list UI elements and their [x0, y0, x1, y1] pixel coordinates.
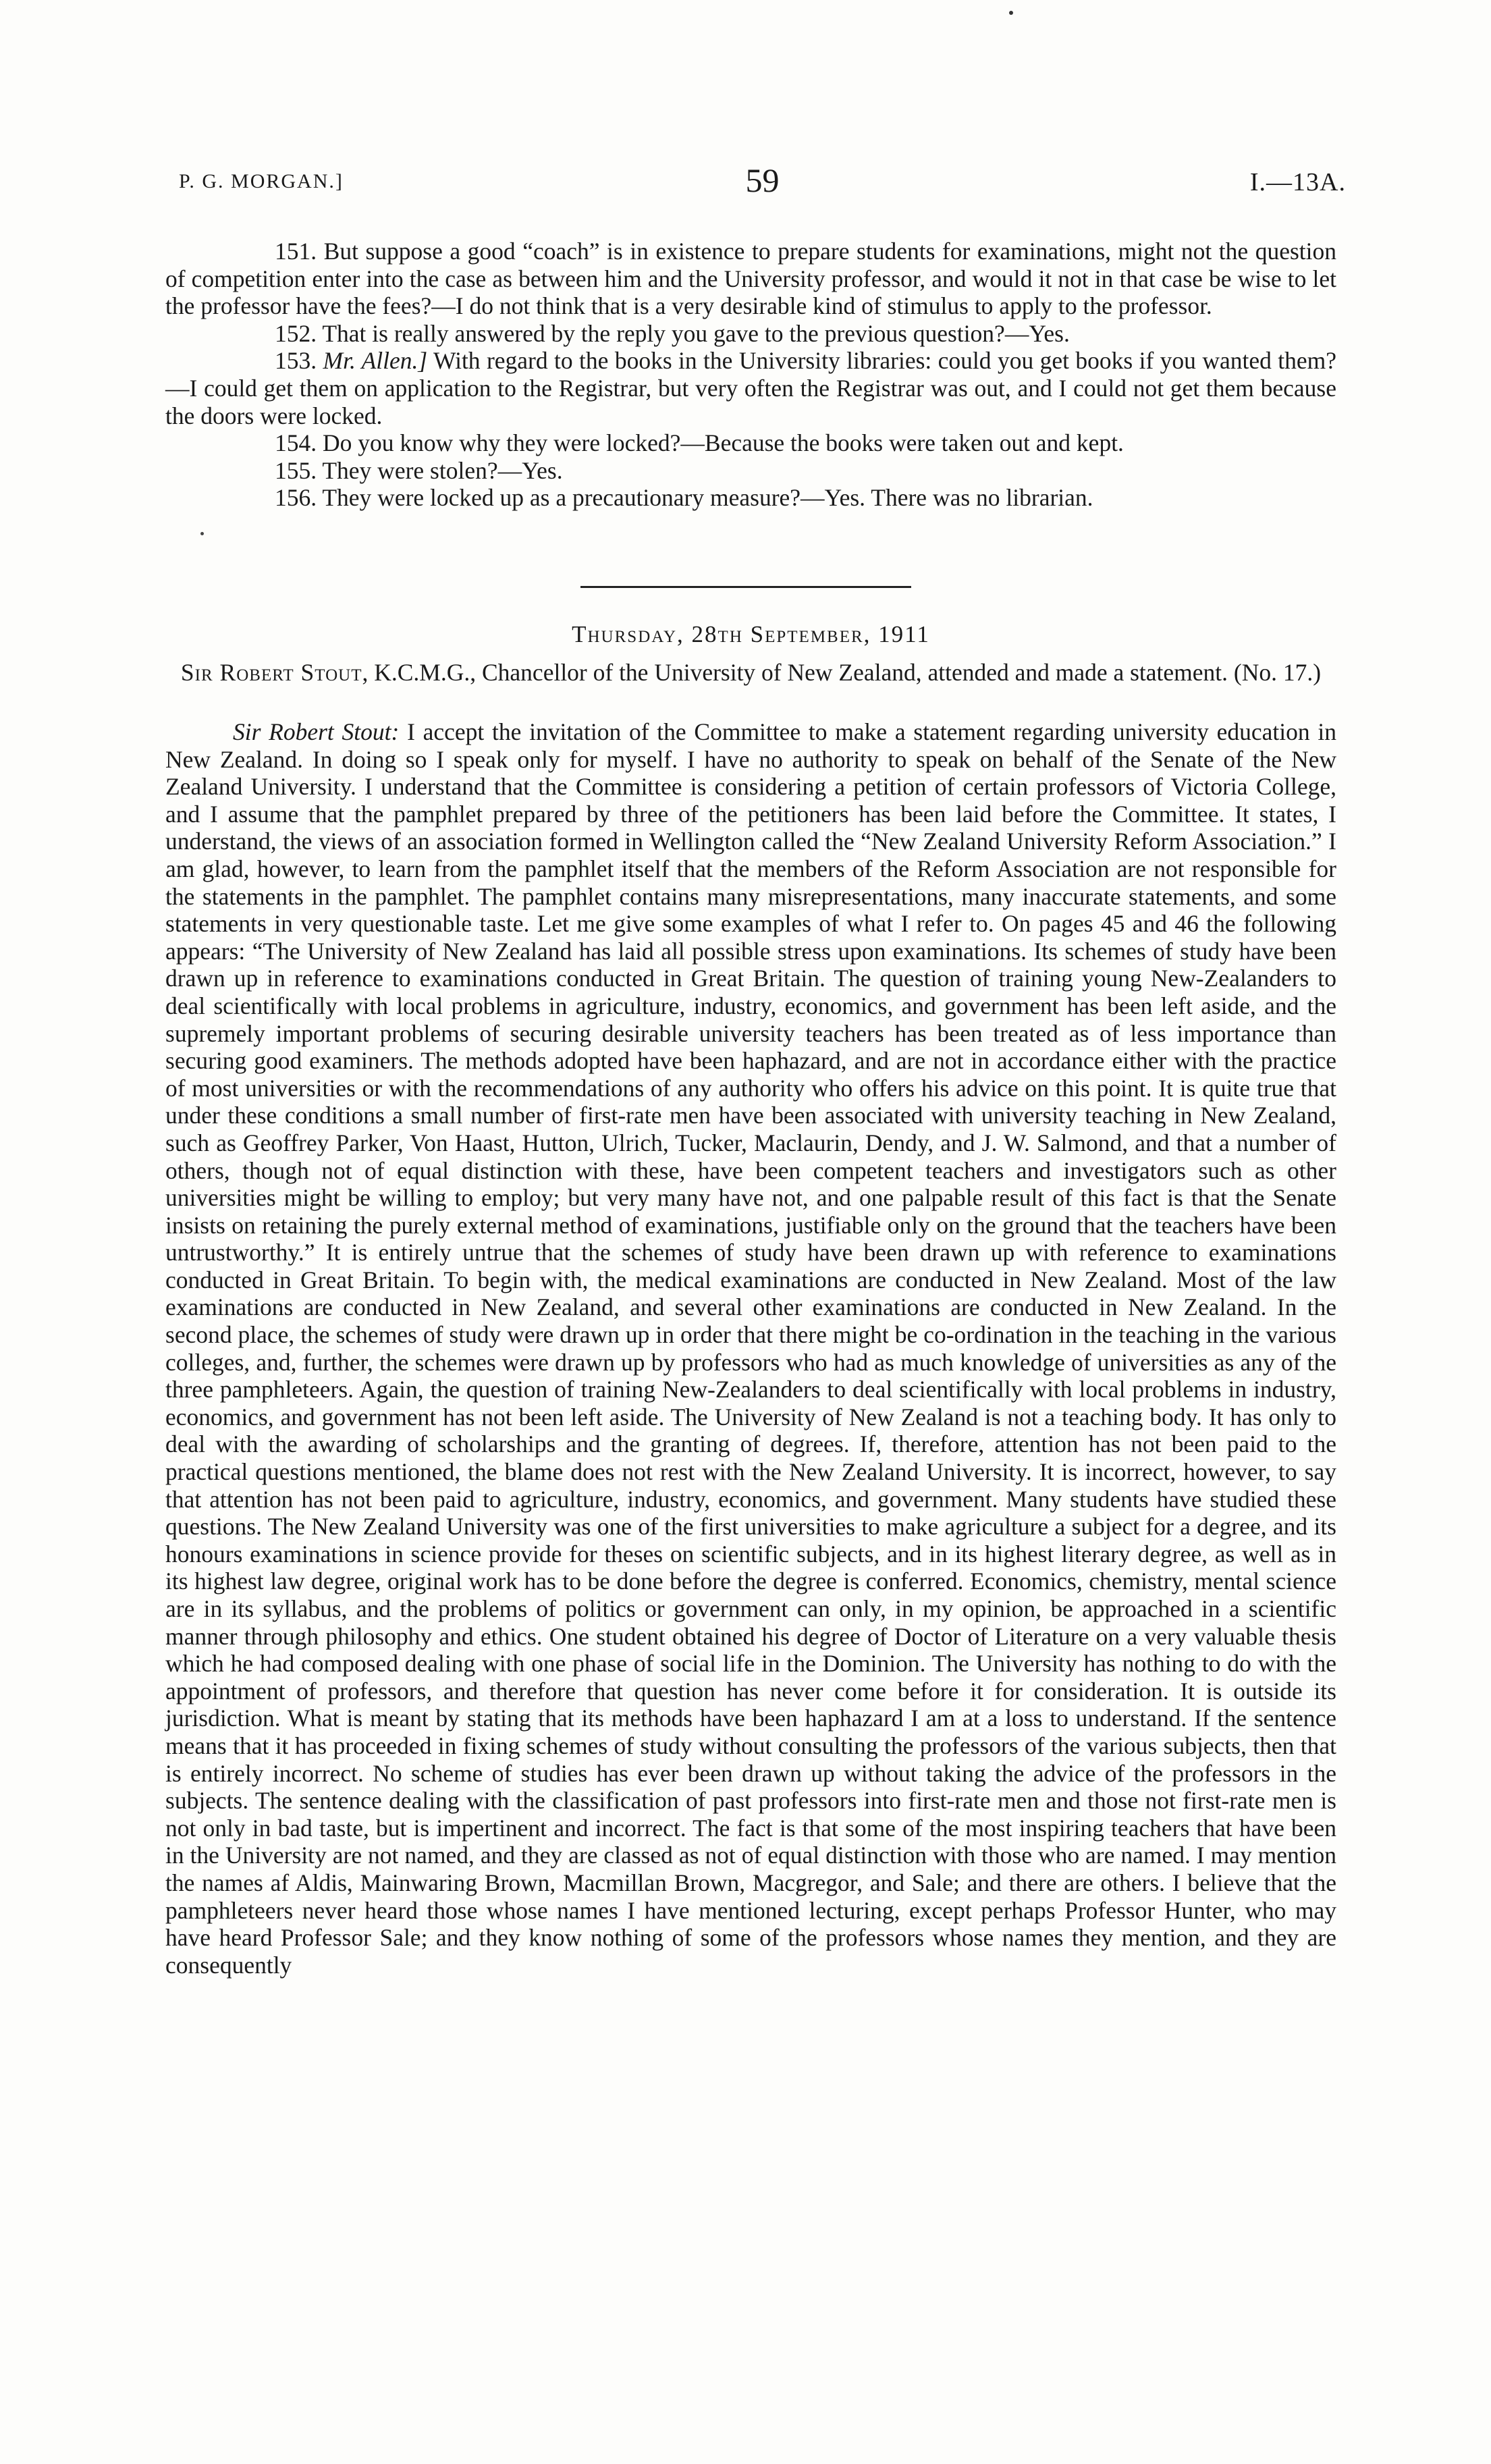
qa-text: They were stolen?—Yes. — [322, 456, 563, 484]
statement-body — [165, 718, 1336, 1979]
witness-name: Sir Robert Stout — [180, 659, 362, 686]
page-number: 59 — [745, 161, 780, 199]
qa-text: But suppose a good “coach” is in existence to prepare students for examinations, might not the question of competition enter into the case as between him and the University professor, and would it not in that case be wise to let the professor have the fees?—I do not think that is a very desirable kind of stimulus to apply to the professor. — [165, 238, 1336, 320]
qa-text: They were locked up as a precautionary measure?—Yes. There was no librarian. — [322, 484, 1093, 512]
paper-reference: I.—13A. — [1249, 168, 1346, 196]
margin-mark — [200, 532, 204, 535]
qa-speaker: Mr. Allen.] — [323, 347, 428, 375]
qa-item — [165, 347, 1336, 429]
qa-item — [165, 320, 1336, 348]
qa-item — [165, 238, 1336, 320]
qa-item — [165, 484, 1336, 512]
qa-item — [165, 457, 1336, 485]
page-header — [179, 161, 1346, 208]
header-witness: P. G. MORGAN.] — [179, 170, 344, 192]
statement-paragraph — [165, 718, 1336, 1979]
qa-number: 154. — [275, 429, 317, 457]
qa-text: That is really answered by the reply you gave to the previous question?—Yes. — [322, 319, 1070, 347]
qa-number: 155. — [275, 456, 317, 484]
ink-speck — [1009, 11, 1013, 15]
statement-text: I accept the invitation of the Committee to make a statement regarding university education in New Zealand. In doing so I speak only for myself. I have no authority to speak on behalf of the Senate of the New Zealand University. I understand that the Committee is considering a petition of certain professors of Victoria College, and I assume that the pamphlet prepared by three of the petitioners has been laid before the Committee. It states, I understand, the views of an association formed in Wellington called the “New Zealand University Reform Association.” I am glad, however, to learn from the pamphlet itself that the members of the Reform Association are not responsible for the statements in the pamphlet. The pamphlet contains many misrepresentations, many inaccurate statements, and some statements in very questionable taste. Let me give some examples of what I refer to. On pages 45 and 46 the following appears: “The University of New Zealand has laid all possible stress upon examinations. Its schemes of study have been drawn up in reference to examinations conducted in Great Britain. The question of training young New-Zealanders to deal scientifically with local problems in agriculture, industry, economics, and government has been left aside, and the supremely important problems of securing desirable university teachers has been treated as of less importance than securing good examiners. The methods adopted have been haphazard, and are not in accordance either with the practice of most universities or with the recommendations of any authority who offers his advice on this point. It is quite true that under these conditions a small number of first-rate men have been associated with university teaching in New Zealand, such as Geoffrey Parker, Von Haast, Hutton, Ulrich, Tucker, Maclaurin, Dendy, and J. W. Salmond, and that a number of others, though not of equal distinction with these, have been competent teachers and investigators such as other universities might be willing to employ; but very many have not, and one palpable result of this fact is that the Senate insists on retaining the purely external method of examinations, justifiable only on the ground that the teachers have been untrustworthy.” It is entirely untrue that the schemes of study have been drawn up with reference to examinations conducted in Great Britain. To begin with, the medical examinations are conducted in New Zealand. Most of the law examinations are conducted in New Zealand, and several other examinations are conducted in New Zealand. In the second place, the schemes of study were drawn up in order that there might be co-ordination in the teaching in the various colleges, and, further, the schemes were drawn up by professors who had as much knowledge of universities as any of the three pamphleteers. Again, the question of training New-Zealanders to deal scientifically with local problems in industry, economics, and government has not been left aside. The University of New Zealand is not a teaching body. It has only to deal with the awarding of scholarships and the granting of degrees. If, therefore, attention has not been paid to the practical questions mentioned, the blame does not rest with the New Zealand University. It is incorrect, however, to say that attention has not been paid to agriculture, industry, economics, and government. Many students have studied these questions. The New Zealand University was one of the first universities to make agriculture a subject for a degree, and its honours examinations in science provide for theses on scientific subjects, and in its highest literary degree, as well as in its highest law degree, original work has to be done before the degree is conferred. Economics, chemistry, mental science are in its syllabus, and the problems of politics or government can only, in my opinion, be approached in a scientific manner through philosophy and ethics. One student obtained his degree of Doctor of Literature on a very valuable thesis which he had composed dealing with one phase of social life in the Dominion. The University has nothing to do with the appointment of professors, and therefore that question has never come before it for consideration. It is outside its jurisdiction. What is meant by stating that its methods have been haphazard I am at a loss to understand. If the sentence means that it has proceeded in fixing schemes of study without consulting the professors of the various subjects, then that is entirely incorrect. No scheme of studies has ever been drawn up without taking the advice of the professors in the subjects. The sentence dealing with the classification of past professors into first-rate men and those not first-rate men is not only in bad taste, but is impertinent and incorrect. The fact is that some of the most inspiring teachers that have been in the University are not named, and they are classed as not of equal distinction with those who are named. I may mention the names af Aldis, Mainwaring Brown, Macmillan Brown, Macgregor, and Sale; and there are others. I believe that the pamphleteers never heard those whose names I have mentioned lecturing, except perhaps Professor Hunter, who may have heard Professor Sale; and they know nothing of some of the professors whose names they mention, and they are consequently — [165, 718, 1336, 1979]
witness-description: , K.C.M.G., Chancellor of the University of New Zealand, attended and made a statement. (No. 17.) — [362, 659, 1322, 686]
witness-introduction — [165, 659, 1336, 686]
statement-speaker: Sir Robert Stout: — [233, 718, 400, 745]
qa-number: 151. — [275, 238, 317, 265]
qa-number: 156. — [275, 484, 317, 512]
date-heading: Thursday, 28th September, 1911 — [572, 621, 930, 647]
qa-section — [165, 238, 1336, 512]
qa-number: 153. — [275, 347, 317, 375]
qa-text: With regard to the books in the University libraries: could you get books if you wanted them?—I could get them on application to the Registrar, but very often the Registrar was out, and I could not get them because the doors were locked. — [165, 347, 1336, 429]
section-divider — [580, 586, 911, 588]
qa-item — [165, 429, 1336, 457]
qa-number: 152. — [275, 319, 317, 347]
qa-text: Do you know why they were locked?—Because the books were taken out and kept. — [323, 429, 1124, 457]
